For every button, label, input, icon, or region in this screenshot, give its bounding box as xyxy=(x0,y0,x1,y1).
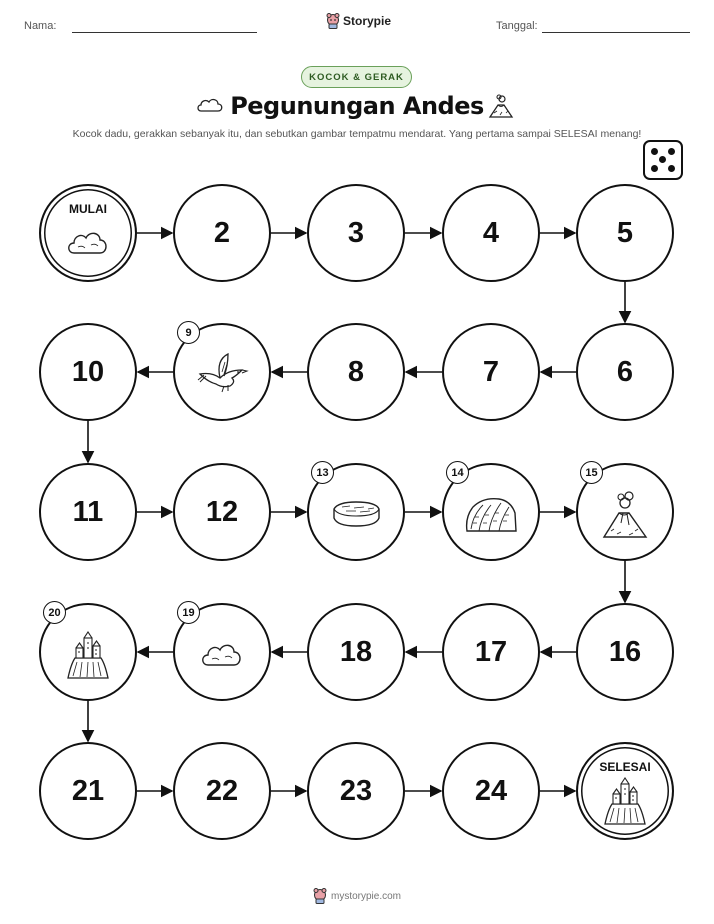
board-space-2 xyxy=(173,184,271,282)
brand-name: Storypie xyxy=(343,14,392,28)
board-space-9 xyxy=(173,323,271,421)
space-number: 17 xyxy=(474,635,508,668)
category-badge: KOCOK & GERAK xyxy=(301,66,412,88)
finish-label: SELESAI xyxy=(599,760,651,774)
board-space-18 xyxy=(307,603,405,701)
finish-space xyxy=(576,742,674,840)
board-space-13 xyxy=(307,463,405,561)
space-number: 12 xyxy=(205,495,239,528)
rock-layers-icon xyxy=(463,493,519,540)
board-space-7 xyxy=(442,323,540,421)
page-title: Pegunungan Andes xyxy=(230,92,484,120)
volcano-icon xyxy=(601,487,649,546)
cloud-icon xyxy=(66,227,110,262)
space-number: 2 xyxy=(213,216,231,249)
space-number: 3 xyxy=(347,216,365,249)
stone-slab-icon xyxy=(328,497,384,536)
start-space xyxy=(39,184,137,282)
space-number: 5 xyxy=(616,216,634,249)
space-number: 22 xyxy=(205,774,239,807)
board-space-3 xyxy=(307,184,405,282)
space-number-badge: 20 xyxy=(43,601,66,624)
space-number: 18 xyxy=(339,635,373,668)
cloud-icon xyxy=(200,639,244,674)
date-label: Tanggal: xyxy=(496,20,538,32)
space-number-badge: 13 xyxy=(311,461,334,484)
instructions: Kocok dadu, gerakkan sebanyak itu, dan sebutkan gambar tempatmu mendarat. Yang pertama sampai SELESAI menang! xyxy=(72,128,642,140)
space-number-badge: 9 xyxy=(177,321,200,344)
board-space-23 xyxy=(307,742,405,840)
space-number: 16 xyxy=(608,635,642,668)
footer xyxy=(0,888,714,904)
board-space-6 xyxy=(576,323,674,421)
board-space-17 xyxy=(442,603,540,701)
board-space-21 xyxy=(39,742,137,840)
start-label: MULAI xyxy=(69,202,107,216)
space-number: 21 xyxy=(71,774,105,807)
name-label: Nama: xyxy=(24,20,57,32)
space-number: 24 xyxy=(474,774,508,807)
space-number-badge: 19 xyxy=(177,601,200,624)
mountain-city-icon xyxy=(65,628,111,685)
board-space-8 xyxy=(307,323,405,421)
footer-url: mystorypie.com xyxy=(330,890,401,902)
board-space-24 xyxy=(442,742,540,840)
board-space-10 xyxy=(39,323,137,421)
space-number: 10 xyxy=(71,355,105,388)
storypie-mascot-icon xyxy=(313,888,327,904)
board-space-12 xyxy=(173,463,271,561)
board-space-4 xyxy=(442,184,540,282)
board-space-19 xyxy=(173,603,271,701)
board-space-15 xyxy=(576,463,674,561)
space-number: 8 xyxy=(347,355,365,388)
space-number: 11 xyxy=(72,495,104,528)
board-space-11 xyxy=(39,463,137,561)
space-number: 7 xyxy=(482,355,500,388)
board-space-20 xyxy=(39,603,137,701)
board-space-16 xyxy=(576,603,674,701)
space-number-badge: 15 xyxy=(580,461,603,484)
bird-icon xyxy=(194,352,250,401)
space-number-badge: 14 xyxy=(446,461,469,484)
board-space-14 xyxy=(442,463,540,561)
space-number: 6 xyxy=(616,355,634,388)
space-number: 4 xyxy=(482,216,500,249)
board-space-22 xyxy=(173,742,271,840)
space-number: 23 xyxy=(339,774,373,807)
board-space-5 xyxy=(576,184,674,282)
mountain-city-icon xyxy=(602,774,648,831)
